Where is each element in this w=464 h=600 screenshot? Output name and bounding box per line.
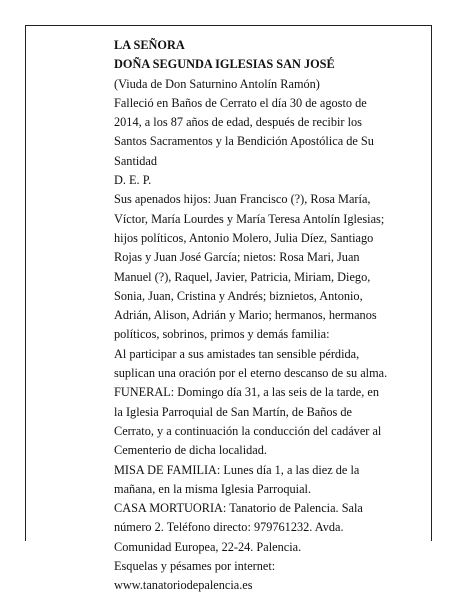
notice-line: Adrián, Alison, Adrián y Mario; hermanos, hermanos (114, 308, 377, 323)
notice-line: D. E. P. (114, 173, 152, 188)
notice-line: Sus apenados hijos: Juan Francisco (?), Rosa María, (114, 192, 371, 207)
notice-line: suplican una oración por el eterno descanso de su alma. (114, 366, 388, 381)
notice-line: Esquelas y pésames por internet: (114, 559, 276, 574)
notice-line: Falleció en Baños de Cerrato el día 30 de agosto de (114, 95, 367, 110)
notice-line: MISA DE FAMILIA: Lunes día 1, a las diez de la (114, 462, 360, 477)
notice-line: Manuel (?), Raquel, Javier, Patricia, Miriam, Diego, (114, 269, 371, 284)
notice-line: Comunidad Europea, 22-24. Palencia. (114, 539, 302, 554)
notice-line: mañana, en la misma Iglesia Parroquial. (114, 481, 312, 496)
notice-title-line-2: DOÑA SEGUNDA IGLESIAS SAN JOSÉ (114, 57, 335, 72)
notice-title-line-1: LA SEÑORA (114, 38, 185, 52)
notice-line: hijos políticos, Antonio Molero, Julia Díez, Santiago (114, 230, 374, 245)
obituary-notice (114, 36, 414, 596)
notice-line: Santos Sacramentos y la Bendición Apostólica de Su (114, 134, 374, 149)
notice-line: CASA MORTUORIA: Tanatorio de Palencia. Sala (114, 501, 363, 516)
notice-line: Rojas y Juan José García; nietos: Rosa Mari, Juan (114, 250, 360, 265)
notice-line: (Viuda de Don Saturnino Antolín Ramón) (114, 76, 320, 91)
notice-line: Cementerio de dicha localidad. (114, 443, 267, 458)
notice-line: políticos, sobrinos, primos y demás familia: (114, 327, 330, 342)
notice-line: la Iglesia Parroquial de San Martín, de Baños de (114, 404, 353, 419)
notice-line: 2014, a los 87 años de edad, después de recibir los (114, 115, 362, 130)
notice-line: número 2. Teléfono directo: 979761232. Avda. (114, 520, 344, 535)
notice-line: FUNERAL: Domingo día 31, a las seis de la tarde, en (114, 385, 380, 400)
website-link[interactable]: www.tanatoriodepalencia.es (114, 578, 253, 593)
notice-line: Víctor, María Lourdes y María Teresa Antolín Iglesias; (114, 211, 385, 226)
notice-line: Santidad (114, 153, 158, 168)
notice-line: Al participar a sus amistades tan sensible pérdida, (114, 346, 360, 361)
notice-line: Sonia, Juan, Cristina y Andrés; biznietos, Antonio, (114, 288, 363, 303)
notice-line: Cerrato, y a continuación la conducción del cadáver al (114, 423, 382, 438)
